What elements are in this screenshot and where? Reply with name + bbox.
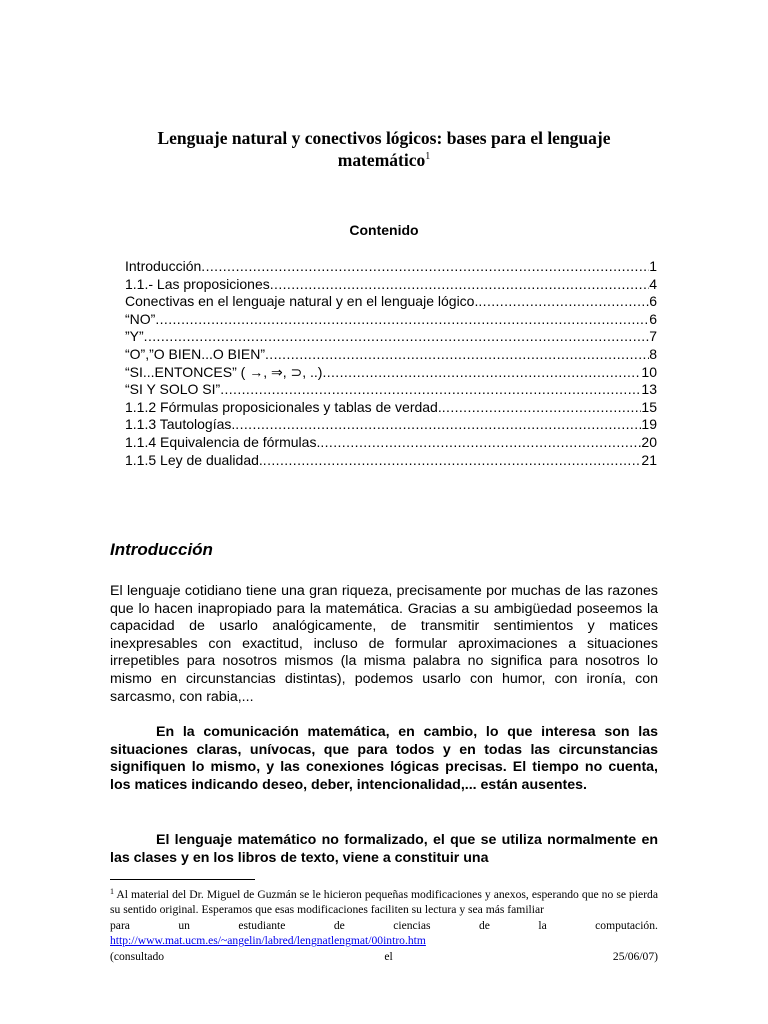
- footnote-line-consultado: [110, 949, 658, 964]
- footnote-word: ciencias: [393, 918, 431, 932]
- footnote-word: estudiante: [238, 918, 286, 932]
- toc-leader-dots: [442, 399, 642, 417]
- toc-entry-si-y-solo-si[interactable]: [125, 381, 657, 399]
- toc-entry-page: 7: [649, 328, 657, 345]
- footnote: [110, 887, 658, 964]
- toc-leader-dots: [220, 381, 641, 399]
- footnote-word: un: [178, 918, 190, 932]
- toc-entry-page: 1: [649, 258, 657, 274]
- toc-entry-page: 6: [649, 293, 657, 310]
- paragraph-lenguaje-cotidiano: El lenguaje cotidiano tiene una gran riqueza, precisamente por muchas de las razones que lo hacen inapropiado para la matemática. Gracias a su ambigüedad poseemos la capacidad de usarlo analógicamente, de transmitir sentimientos y matices inexpresables con exactitud, incluso de formular aproximaciones a situaciones irrepetibles para nosotros mismos (la misma palabra no significa para nosotros lo mismo en circunstancias distintas), podemos usarlo con humor, con ironía, con sarcasmo, con rabia,...: [110, 583, 658, 705]
- toc-leader-dots: [320, 434, 641, 452]
- footnote-separator: [110, 879, 255, 880]
- toc-leader-dots: [270, 276, 649, 294]
- toc-entry-y[interactable]: [125, 328, 657, 346]
- toc-leader-dots: [155, 311, 649, 329]
- toc-leader-dots: [235, 416, 641, 434]
- toc-leader-dots: [265, 346, 649, 364]
- toc-entry-label: “O”,”O BIEN...O BIEN”: [125, 345, 266, 362]
- toc-leader-dots: [478, 293, 649, 311]
- footnote-url-link[interactable]: http://www.mat.ucm.es/~angelin/labred/lengnatlengmat/00intro.htm: [110, 934, 426, 948]
- toc-entry-proposiciones[interactable]: [125, 276, 657, 294]
- footnote-text: [110, 887, 658, 918]
- toc-heading: Contenido: [349, 222, 419, 238]
- toc-entry-page: 8: [649, 345, 657, 362]
- toc-entry-label: 1.1.- Las proposiciones: [125, 275, 270, 292]
- paragraph-comunicacion-matematica: En la comunicación matemática, en cambio, lo que interesa son las situaciones claras, unívocas, que para todos y en todas las circunstancias signifiquen lo mismo, y las conexiones lógicas precisas. El tiempo no cuenta, los matices indicando deseo, deber, intencionalidad,... están ausentes.: [110, 724, 658, 793]
- toc-entry-page: 20: [641, 433, 657, 450]
- table-of-contents: [125, 258, 657, 469]
- toc-entry-tautologias[interactable]: [125, 416, 657, 434]
- toc-leader-dots: [144, 328, 650, 346]
- toc-entry-equivalencia[interactable]: [125, 434, 657, 452]
- title-line-2: [110, 149, 658, 171]
- footnote-word: de: [478, 918, 490, 932]
- title-footnote-marker[interactable]: 1: [425, 151, 431, 162]
- toc-entry-dualidad[interactable]: [125, 452, 657, 470]
- footnote-word: de: [333, 918, 345, 932]
- toc-entry-page: 10: [641, 363, 657, 380]
- toc-entry-label: 1.1.3 Tautologías.: [125, 416, 236, 433]
- document-title: [110, 127, 658, 171]
- toc-entry-page: 15: [641, 398, 657, 415]
- toc-leader-dots: [322, 364, 641, 382]
- footnote-marker: 1: [110, 887, 114, 896]
- toc-entry-label: “SI...ENTONCES” ( →, ⇒, ⊃, ..): [125, 363, 323, 380]
- toc-entry-label: Introducción: [125, 258, 202, 274]
- toc-entry-label: 1.1.5 Ley de dualidad.: [125, 451, 263, 468]
- title-line-1: Lenguaje natural y conectivos lógicos: bases para el lenguaje: [157, 128, 611, 148]
- footnote-word: el: [384, 949, 393, 963]
- toc-entry-label: 1.1.2 Fórmulas proposicionales y tablas de verdad.: [125, 398, 442, 415]
- toc-entry-formulas[interactable]: [125, 399, 657, 417]
- toc-leader-dots: [201, 258, 649, 276]
- toc-entry-page: 21: [641, 451, 657, 468]
- toc-entry-page: 4: [649, 275, 657, 292]
- toc-entry-label: “SI Y SOLO SI”: [125, 381, 221, 398]
- toc-entry-page: 13: [641, 381, 657, 398]
- toc-entry-page: 6: [649, 310, 657, 327]
- footnote-word: computación.: [595, 918, 658, 932]
- toc-entry-label: ”Y”: [125, 328, 144, 345]
- toc-leader-dots: [263, 452, 642, 470]
- toc-entry-label: 1.1.4 Equivalencia de fórmulas.: [125, 433, 321, 450]
- title-line-2-text: matemático: [337, 150, 426, 170]
- toc-entry-introduccion[interactable]: [125, 258, 657, 276]
- toc-entry-label: “NO”: [125, 310, 156, 327]
- footnote-body: Al material del Dr. Miguel de Guzmán se le hicieron pequeñas modificaciones y anexos, esperando que no se pierda su sentido original. Esperamos que esas modificaciones faciliten su lectura y sea más familiar: [110, 888, 658, 917]
- footnote-line-computacion: [110, 918, 658, 933]
- section-heading-introduccion: Introducción: [110, 540, 213, 559]
- footnote-word: la: [538, 918, 547, 932]
- footnote-url-line: [110, 933, 658, 948]
- footnote-word: (consultado: [110, 949, 165, 963]
- paragraph-lenguaje-matematico: El lenguaje matemático no formalizado, el que se utiliza normalmente en las clases y en los libros de texto, viene a constituir una: [110, 832, 658, 866]
- footnote-word: para: [110, 918, 130, 932]
- toc-entry-conectivas[interactable]: [125, 293, 657, 311]
- toc-entry-o-bien[interactable]: [125, 346, 657, 364]
- toc-entry-label: Conectivas en el lenguaje natural y en el lenguaje lógico.: [125, 293, 479, 310]
- footnote-date: 25/06/07): [612, 949, 658, 963]
- toc-entry-no[interactable]: [125, 311, 657, 329]
- toc-entry-page: 19: [641, 416, 657, 433]
- toc-entry-si-entonces[interactable]: [125, 364, 657, 382]
